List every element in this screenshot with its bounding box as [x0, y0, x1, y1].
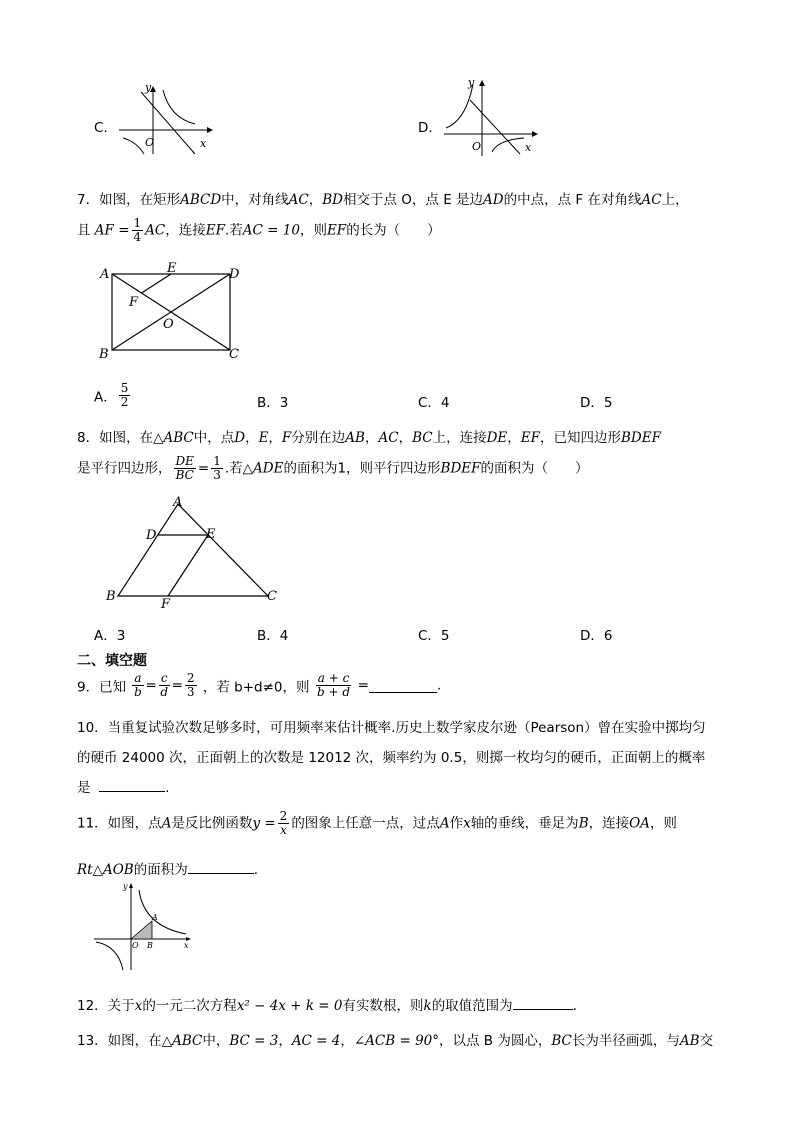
- svg-text:O: O: [132, 941, 139, 950]
- svg-text:A: A: [173, 495, 183, 510]
- q6-option-c-graph: [115, 78, 215, 158]
- q8-triangle-figure: [100, 494, 290, 612]
- q6d-y-label: y: [468, 76, 475, 89]
- svg-text:F: F: [129, 295, 139, 310]
- svg-text:C: C: [229, 347, 239, 362]
- q7-option-b: B．3: [257, 395, 289, 411]
- q10-answer-blank[interactable]: [99, 777, 165, 792]
- q7-option-d: D．5: [580, 395, 613, 411]
- svg-text:B: B: [106, 589, 116, 604]
- svg-text:x: x: [184, 941, 189, 950]
- svg-text:F: F: [161, 597, 171, 612]
- section-fill-in-title: 二、填空题: [77, 653, 147, 669]
- q13-line: 13．如图，在△ABC中，BC = 3，AC = 4，∠ACB = 90°，以点 B 为圆心，BC长为半径画弧，与AB交: [77, 1033, 714, 1049]
- svg-text:C: C: [267, 589, 277, 604]
- q9-answer-blank[interactable]: [369, 678, 437, 693]
- svg-text:B: B: [99, 347, 109, 362]
- svg-text:A: A: [152, 913, 158, 922]
- q11-graph: [90, 878, 200, 974]
- q8-line2: 是平行四边形， $\frac{DE}{BC}$ = $\frac{1}{3}$ .若△ADE的面积为1，则平行四边形BDEF的面积为（ ）: [77, 454, 589, 482]
- q10-line3: 是 .: [77, 776, 169, 796]
- q6d-x-label: x: [525, 141, 532, 154]
- q8-option-d: D．6: [580, 628, 613, 644]
- q8-option-b: B．4: [257, 628, 289, 644]
- q12-answer-blank[interactable]: [513, 995, 573, 1010]
- q7-option-c: C．4: [418, 395, 450, 411]
- q8-option-a: A．3: [94, 628, 126, 644]
- svg-text:D: D: [229, 267, 240, 282]
- q6-option-d-label: D.: [418, 120, 433, 136]
- q8-line1: 8．如图，在△ABC中，点D，E，F分别在边AB，AC，BC上，连接DE，EF，已知四边形BDEF: [77, 430, 661, 446]
- q6c-y-label: y: [145, 81, 152, 94]
- svg-text:E: E: [206, 527, 216, 542]
- q10-line1: 10．当重复试验次数足够多时，可用频率来估计概率.历史上数学家皮尔逊（Pearson）曾在实验中掷均匀: [77, 720, 706, 736]
- q10-line2: 的硬币 24000 次，正面朝上的次数是 12012 次，频率约为 0.5，则掷一枚均匀的硬币，正面朝上的概率: [77, 750, 706, 766]
- q11-line2: Rt△AOB的面积为 .: [77, 858, 258, 878]
- q7-option-a: A． $\frac{5}{2}$: [94, 381, 129, 409]
- q7-rectangle-figure: [96, 258, 256, 366]
- q11-answer-blank[interactable]: [188, 859, 254, 874]
- q12-line: 12．关于x的一元二次方程x² − 4x + k = 0有实数根，则k的取值范围为 .: [77, 994, 577, 1014]
- svg-text:O: O: [163, 317, 174, 332]
- q6c-x-label: x: [200, 137, 207, 150]
- svg-text:y: y: [123, 882, 128, 891]
- svg-text:D: D: [146, 528, 157, 543]
- q7-line1: 7．如图，在矩形ABCD中，对角线AC，BD相交于点 O，点 E 是边AD的中点，点 F 在对角线AC上，: [77, 192, 689, 208]
- q8-option-c: C．5: [418, 628, 450, 644]
- q6-option-c-label: C.: [94, 120, 108, 136]
- q6c-origin-label: O: [145, 136, 155, 149]
- q6d-origin-label: O: [472, 140, 482, 153]
- svg-text:E: E: [167, 261, 177, 276]
- svg-text:B: B: [147, 941, 153, 950]
- q7-line2: 且 AF = $\frac{1}{4}$ AC，连接EF.若AC = 10，则EF的长为（ ）: [77, 216, 441, 244]
- q6-option-d-graph: [440, 72, 540, 158]
- q11-line1: 11．如图，点A是反比例函数y = $\frac{2}{x}$ 的图象上任意一点，过点A作x轴的垂线，垂足为B，连接OA，则: [77, 809, 677, 837]
- svg-text:A: A: [100, 267, 110, 282]
- q9-line: 9．已知 $\frac{a}{b}$ = $\frac{c}{d}$ = $\frac{2}{3}$ ，若 b+d≠0，则 $\frac{a + c}{b + d}$ = .: [77, 671, 442, 699]
